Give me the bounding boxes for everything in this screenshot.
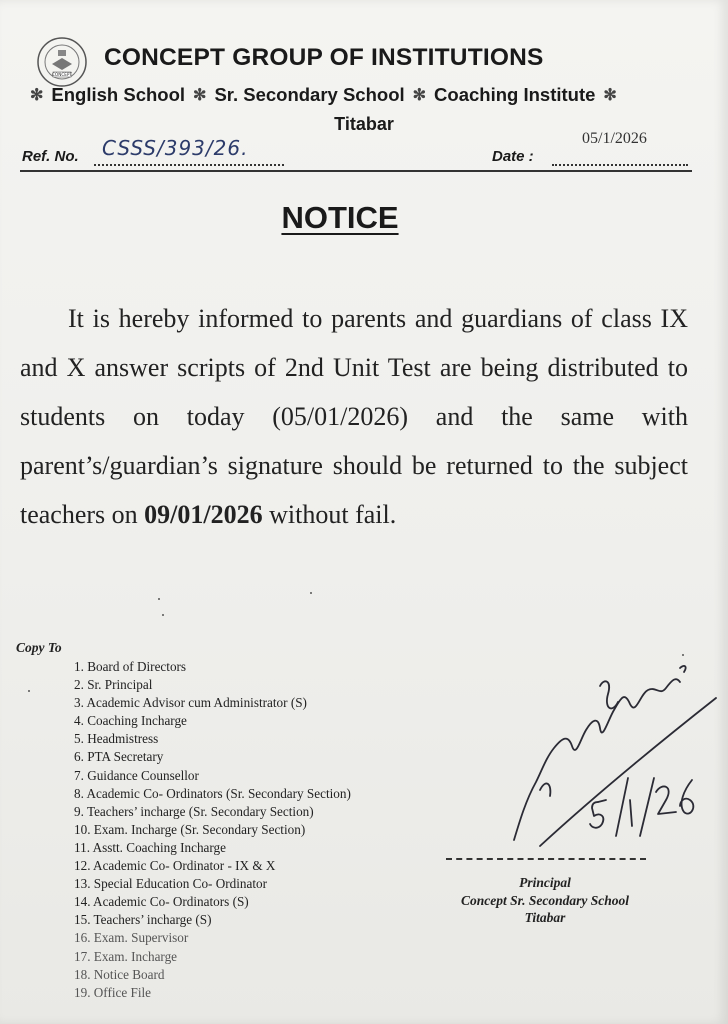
list-item: 19. Office File — [74, 984, 152, 1000]
signatory-title: Principal — [519, 875, 571, 890]
signatory-block — [430, 874, 660, 927]
list-item: 11. Asstt. Coaching Incharge — [74, 839, 226, 855]
signature-line — [446, 858, 646, 860]
list-item: 4. Coaching Incharge — [74, 713, 187, 729]
organization-name: CONCEPT GROUP OF INSTITUTIONS — [104, 44, 544, 71]
copy-to-list — [74, 658, 434, 1002]
star-icon: ✻ — [30, 87, 44, 104]
copy-to-label: Copy To — [16, 640, 62, 655]
star-icon: ✻ — [193, 87, 207, 104]
list-item: 5. Headmistress — [74, 731, 159, 747]
paper-speck — [158, 598, 160, 600]
branch-english-school: English School — [51, 84, 186, 105]
notice-body-end: without fail. — [262, 500, 397, 529]
date-value: 05/1/2026 — [582, 130, 647, 147]
list-item: 1. Board of Directors — [74, 659, 187, 674]
list-item: 16. Exam. Supervisor — [74, 930, 189, 946]
list-item: 14. Academic Co- Ordinators (S) — [74, 894, 249, 910]
paper-speck — [682, 654, 684, 656]
star-icon: ✻ — [412, 87, 427, 104]
list-item: 9. Teachers’ incharge (Sr. Secondary Section) — [74, 803, 314, 819]
return-date: 09/01/2026 — [144, 500, 263, 529]
star-icon: ✻ — [603, 87, 617, 104]
date-label: Date : — [492, 148, 534, 165]
list-item: 6. PTA Secretary — [74, 749, 164, 765]
logo-text: CONCEPT — [51, 72, 73, 77]
list-item: 15. Teachers’ incharge (S) — [74, 912, 212, 928]
handwritten-signature — [480, 650, 720, 860]
notice-body — [20, 294, 688, 539]
list-item: 13. Special Education Co- Ordinator — [74, 876, 268, 892]
branch-sr-secondary-school: Sr. Secondary School — [214, 84, 405, 105]
list-item: 12. Academic Co- Ordinator - IX & X — [74, 858, 276, 874]
signatory-school: Concept Sr. Secondary School — [460, 892, 630, 908]
paper-speck — [162, 614, 164, 616]
list-item: 10. Exam. Incharge (Sr. Secondary Section) — [74, 821, 306, 837]
paper-speck — [28, 690, 30, 692]
list-item: 8. Academic Co- Ordinators (Sr. Secondary Section) — [74, 785, 351, 801]
institution-seal-logo-icon — [36, 36, 88, 88]
notice-body-text: It is hereby informed to parents and guardians of class IX and X answer scripts of 2nd Unit Test are being distributed to students on today (05/01/2026) and the same with parent’s/guardian’s signature should be returned to the subject teachers on — [20, 304, 688, 529]
ref-label: Ref. No. — [22, 148, 79, 165]
list-item: 7. Guidance Counsellor — [74, 767, 199, 783]
notice-title: NOTICE — [281, 200, 399, 235]
paper-speck — [310, 592, 312, 594]
list-item: 3. Academic Advisor cum Administrator (S) — [74, 695, 307, 711]
header-divider — [20, 170, 692, 172]
header-location: Titabar — [334, 114, 394, 134]
signatory-location: Titabar — [524, 910, 566, 925]
list-item: 2. Sr. Principal — [74, 677, 153, 693]
list-item: 17. Exam. Incharge — [74, 948, 178, 964]
branch-coaching-institute: Coaching Institute — [434, 84, 596, 105]
reference-row — [22, 130, 690, 168]
list-item: 18. Notice Board — [74, 966, 165, 982]
ref-number: CSSS/393/26. — [102, 136, 249, 160]
branch-line — [30, 84, 690, 106]
